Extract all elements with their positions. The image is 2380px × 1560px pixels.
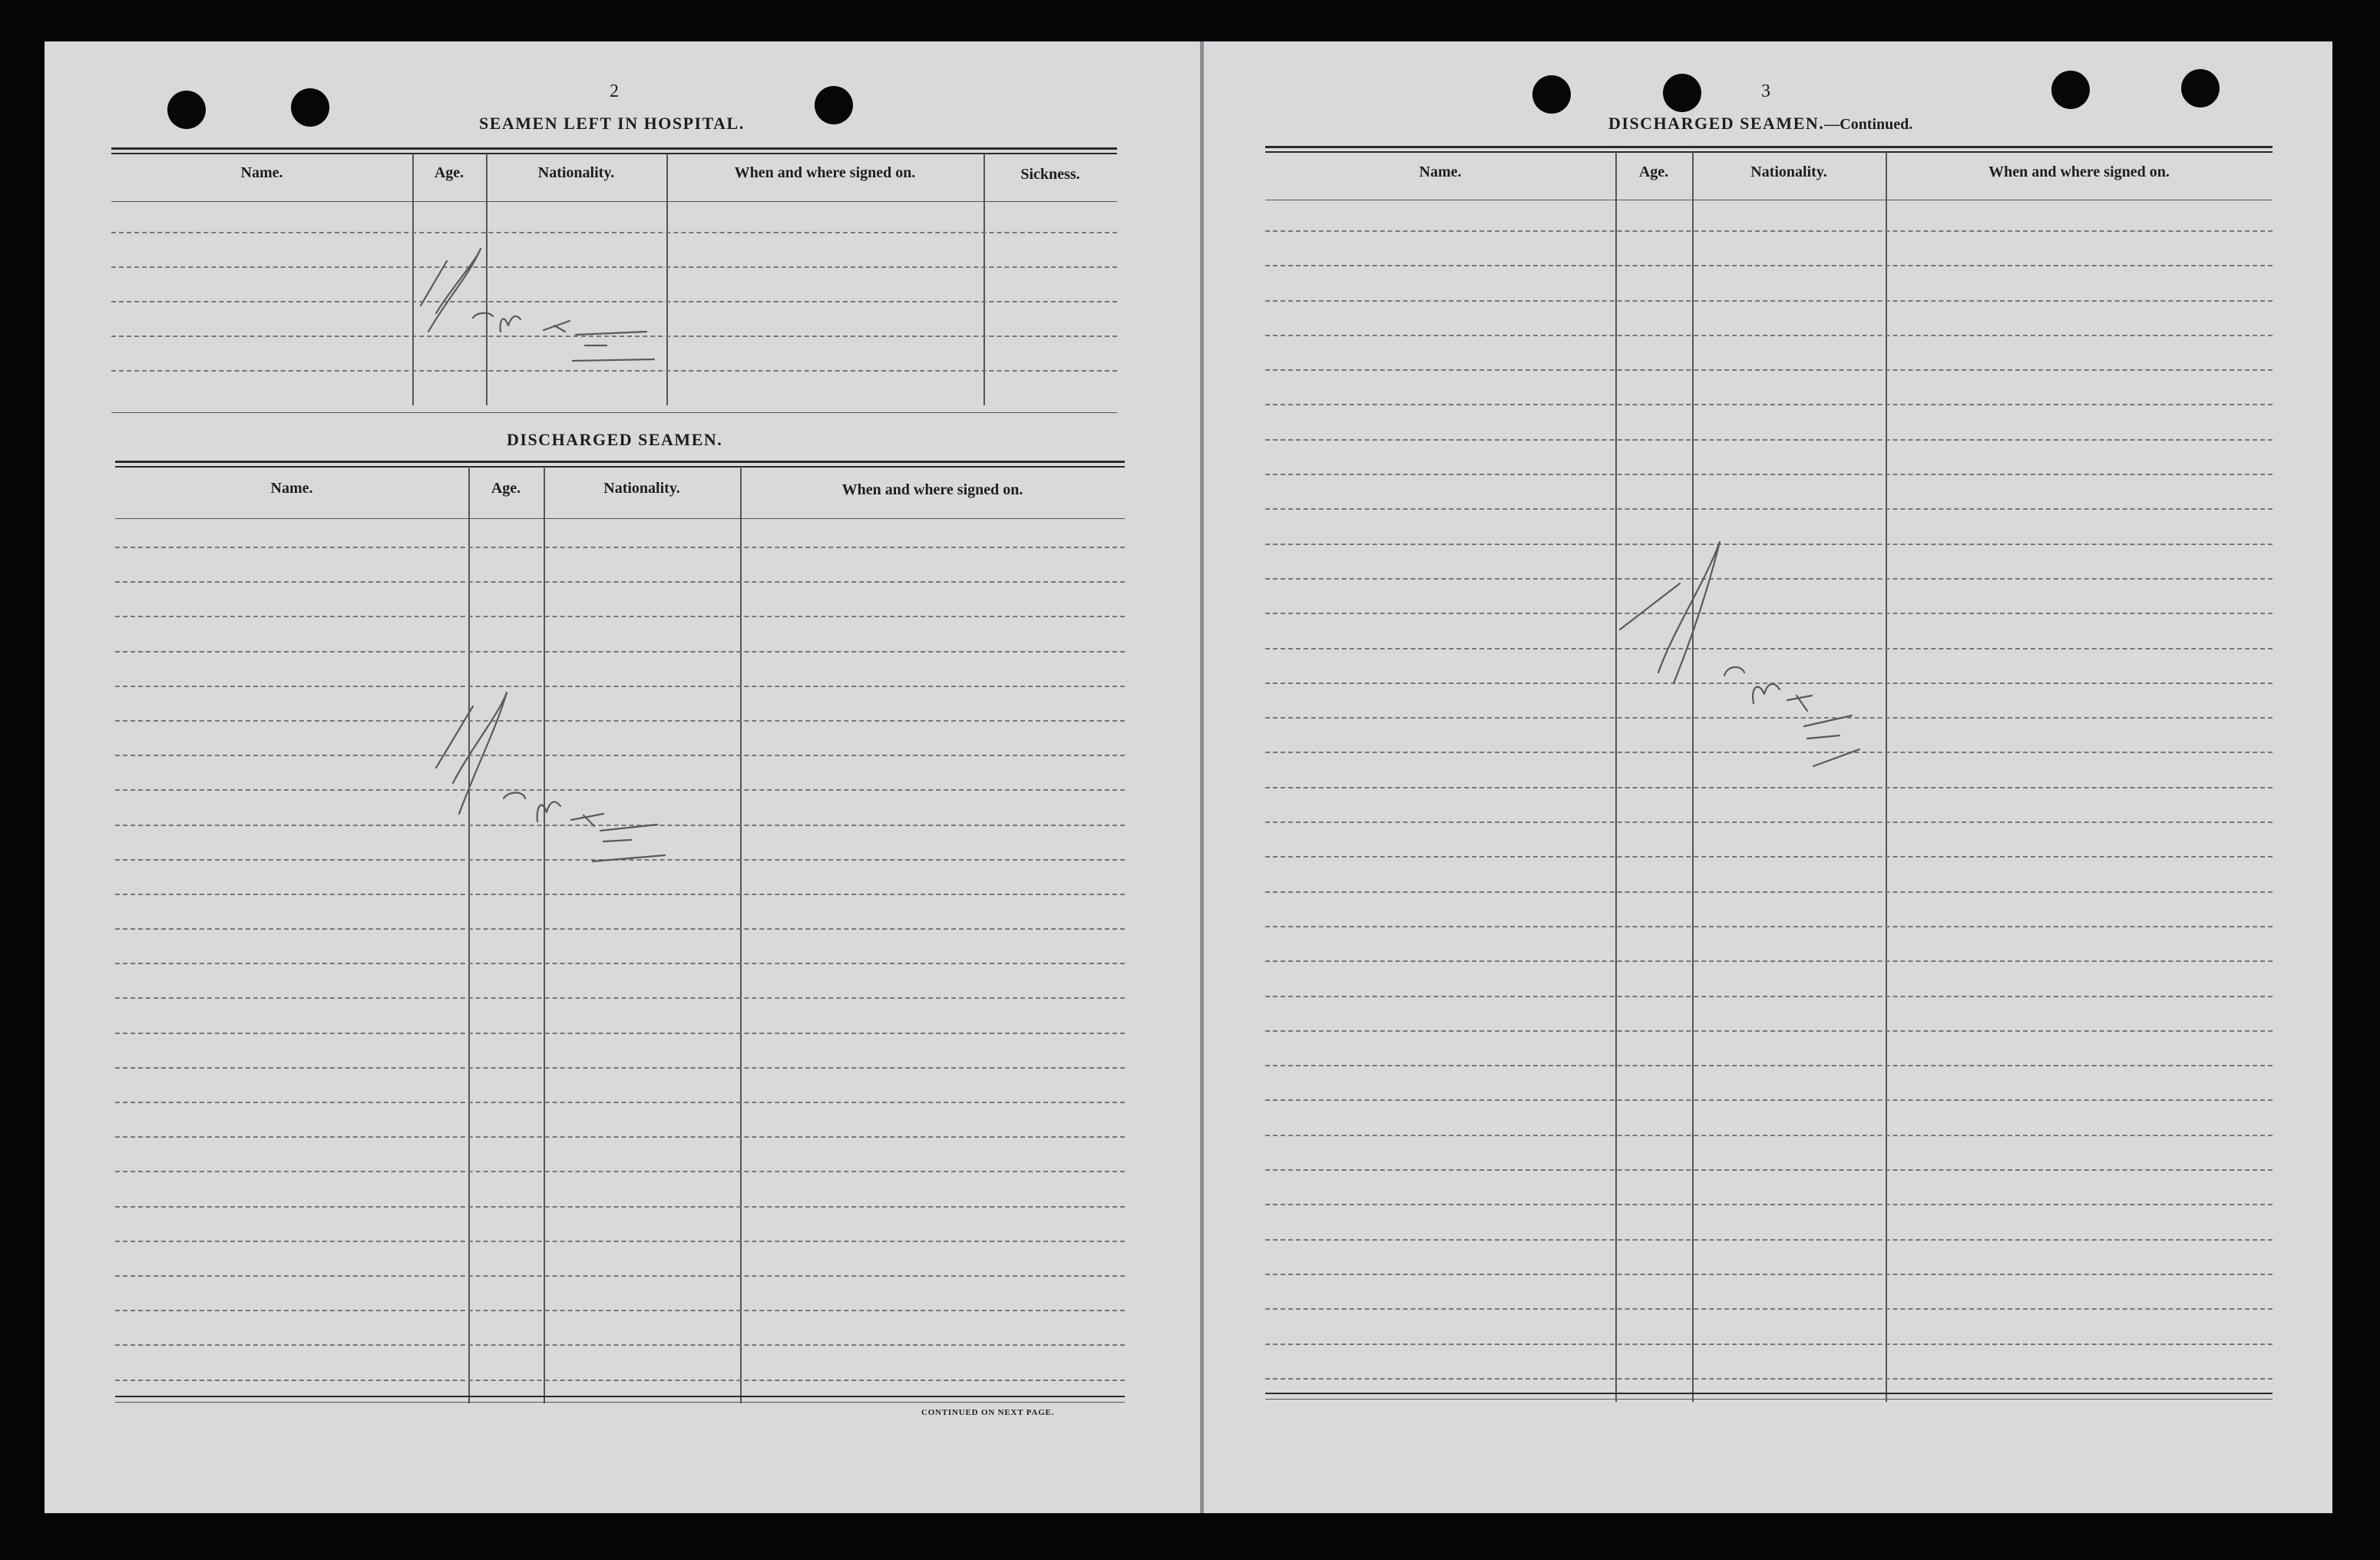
table-row — [1265, 996, 2273, 997]
page-fold — [1200, 41, 1204, 1513]
table-row — [115, 1241, 1125, 1242]
table-row — [1265, 300, 2273, 302]
table-row — [115, 1136, 1125, 1138]
punch-hole — [2051, 71, 2090, 109]
table-row — [1265, 439, 2273, 441]
page-number: 2 — [610, 81, 619, 101]
continued-note: CONTINUED ON NEXT PAGE. — [921, 1408, 1055, 1417]
table-row — [1265, 1239, 2273, 1241]
table-row — [1265, 474, 2273, 475]
discharged-table-left — [115, 461, 1125, 1405]
section-title-hospital: SEAMEN LEFT IN HOSPITAL. — [479, 114, 745, 133]
table-row — [1265, 1344, 2273, 1345]
table-row — [1265, 1030, 2273, 1032]
table-row — [1265, 1378, 2273, 1380]
column-header-name: Name. — [270, 480, 313, 497]
table-row — [115, 581, 1125, 583]
column-header-signed-on: When and where signed on. — [841, 481, 1023, 498]
table-row — [1265, 404, 2273, 405]
column-header-name: Name. — [1419, 164, 1462, 180]
table-row — [1265, 926, 2273, 927]
table-row — [1265, 1274, 2273, 1275]
column-header-signed-on: When and where signed on. — [734, 164, 916, 181]
punch-hole — [1532, 75, 1571, 114]
table-row — [115, 1067, 1125, 1069]
handwritten-none-discharged-right — [1612, 537, 1873, 787]
handwritten-none-hospital — [415, 246, 668, 380]
table-row — [115, 928, 1125, 930]
table-row — [1265, 1308, 2273, 1310]
table-row — [115, 1275, 1125, 1277]
column-header-name: Name. — [240, 164, 283, 181]
discharged-rows-right — [1265, 230, 2273, 1380]
table-row — [1265, 787, 2273, 788]
column-header-nationality: Nationality. — [603, 480, 680, 497]
column-header-nationality: Nationality. — [537, 164, 615, 181]
punch-hole — [167, 91, 206, 129]
table-row — [115, 1310, 1125, 1311]
table-row — [1265, 1099, 2273, 1101]
table-row — [115, 616, 1125, 617]
table-row — [1265, 335, 2273, 336]
table-row — [115, 997, 1125, 999]
table-row — [115, 547, 1125, 548]
table-row — [111, 232, 1117, 233]
table-row — [115, 1102, 1125, 1103]
table-row — [115, 1033, 1125, 1034]
section-title-discharged: DISCHARGED SEAMEN. — [507, 430, 723, 449]
table-row — [115, 1380, 1125, 1381]
column-header-nationality: Nationality. — [1750, 164, 1827, 180]
punch-hole — [815, 86, 853, 124]
table-row — [115, 1206, 1125, 1208]
table-row — [1265, 230, 2273, 232]
punch-hole — [1663, 74, 1701, 112]
table-row — [1265, 1204, 2273, 1205]
table-row — [115, 1344, 1125, 1346]
table-row — [115, 1171, 1125, 1172]
column-header-signed-on: When and where signed on. — [1988, 164, 2170, 180]
discharged-rows-left — [115, 547, 1125, 1381]
table-row — [1265, 960, 2273, 962]
table-row — [1265, 508, 2273, 510]
table-row — [1265, 265, 2273, 266]
punch-hole — [291, 88, 329, 127]
table-row — [1265, 821, 2273, 823]
table-row — [1265, 1135, 2273, 1136]
punch-hole — [2181, 69, 2220, 107]
section-title-discharged-continued: DISCHARGED SEAMEN.—Continued. — [1608, 114, 1913, 133]
table-row — [115, 651, 1125, 653]
table-row — [1265, 1169, 2273, 1171]
column-header-age: Age. — [491, 480, 521, 497]
table-row — [115, 894, 1125, 895]
table-row — [115, 963, 1125, 964]
column-header-age: Age. — [434, 164, 464, 181]
handwritten-none-discharged-left — [430, 683, 676, 879]
column-header-sickness: Sickness. — [1020, 166, 1080, 183]
page-number: 3 — [1761, 81, 1770, 101]
table-row — [1265, 369, 2273, 371]
column-header-age: Age. — [1638, 164, 1669, 180]
table-row — [1265, 1065, 2273, 1066]
table-row — [1265, 891, 2273, 893]
table-row — [1265, 856, 2273, 858]
